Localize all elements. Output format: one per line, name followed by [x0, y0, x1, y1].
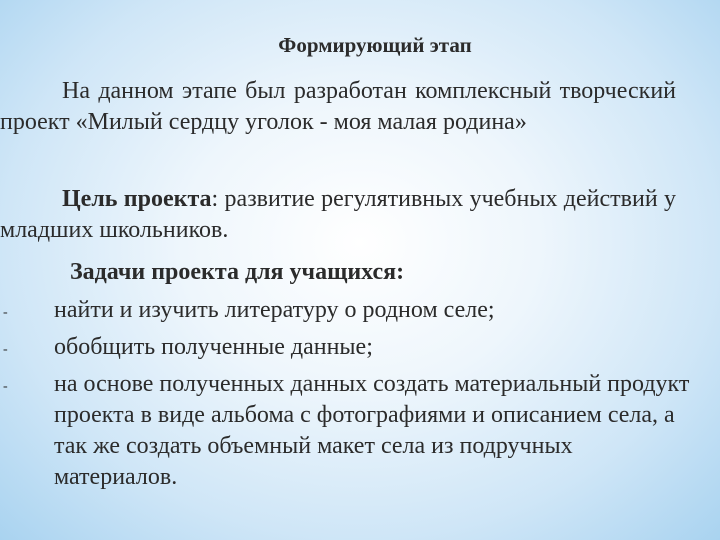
list-item — [0, 369, 690, 493]
goal-text: : развитие регулятивных учебных действий у младших школьников. — [0, 186, 676, 243]
intro-paragraph: На данном этапе был разработан комплексный творческий проект «Милый сердцу уголок - моя малая родина» — [0, 78, 676, 135]
bullet-dash-icon: - — [3, 379, 8, 394]
list-item — [0, 332, 690, 363]
slide-title: Формирующий этап — [278, 33, 472, 57]
list-item — [0, 295, 690, 326]
goal-label: Цель проекта — [62, 186, 212, 212]
task-text: обобщить полученные данные; — [54, 334, 373, 360]
tasks-heading: Задачи проекта для учащихся: — [70, 259, 405, 285]
task-text: найти и изучить литературу о родном селе; — [54, 297, 495, 323]
goal-paragraph — [0, 184, 676, 246]
task-list — [0, 295, 690, 499]
bullet-dash-icon: - — [3, 342, 8, 357]
task-text: на основе полученных данных создать материальный продукт проекта в виде альбома с фотографиями и описанием села, а так же создать объемный макет села из подручных материалов. — [54, 371, 690, 490]
bullet-dash-icon: - — [3, 305, 8, 320]
